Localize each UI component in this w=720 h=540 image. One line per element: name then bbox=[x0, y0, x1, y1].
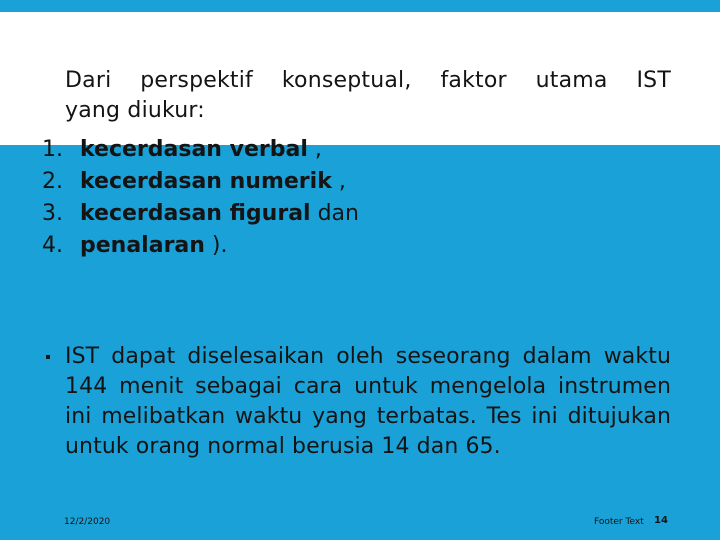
intro-line-2: yang diukur: bbox=[65, 98, 205, 123]
intro-line-1: Dari perspektif konseptual, faktor utama IST bbox=[65, 68, 671, 93]
top-accent-bar bbox=[0, 0, 720, 12]
list-item-text bbox=[80, 166, 346, 198]
list-item-text bbox=[80, 134, 322, 166]
list-number: 3. bbox=[42, 201, 63, 226]
list-number: 4. bbox=[42, 233, 63, 258]
list-item-bold: penalaran bbox=[80, 233, 205, 258]
list-item-rest: dan bbox=[310, 201, 359, 226]
list-item-rest: ). bbox=[204, 233, 228, 258]
list-item-rest: , bbox=[331, 169, 346, 194]
footer-date: 12/2/2020 bbox=[64, 517, 111, 527]
intro-text bbox=[65, 66, 671, 126]
bullet-icon bbox=[46, 355, 50, 359]
footer-text: Footer Text bbox=[594, 517, 644, 527]
list-number: 1. bbox=[42, 137, 63, 162]
list-item-bold: kecerdasan verbal bbox=[80, 137, 308, 162]
list-item-text bbox=[80, 230, 228, 262]
list-number: 2. bbox=[42, 169, 63, 194]
list-item-text bbox=[80, 198, 359, 230]
paragraph-text: IST dapat diselesaikan oleh seseorang dalam waktu 144 menit sebagai cara untuk mengelola instrumen ini melibatkan waktu yang terbatas. Tes ini ditujukan untuk orang normal berusia 14 dan 65. bbox=[65, 344, 671, 459]
list-item-rest: , bbox=[307, 137, 322, 162]
list-item-bold: kecerdasan numerik bbox=[80, 169, 332, 194]
page-number: 14 bbox=[654, 515, 668, 526]
list-item-bold: kecerdasan figural bbox=[80, 201, 311, 226]
